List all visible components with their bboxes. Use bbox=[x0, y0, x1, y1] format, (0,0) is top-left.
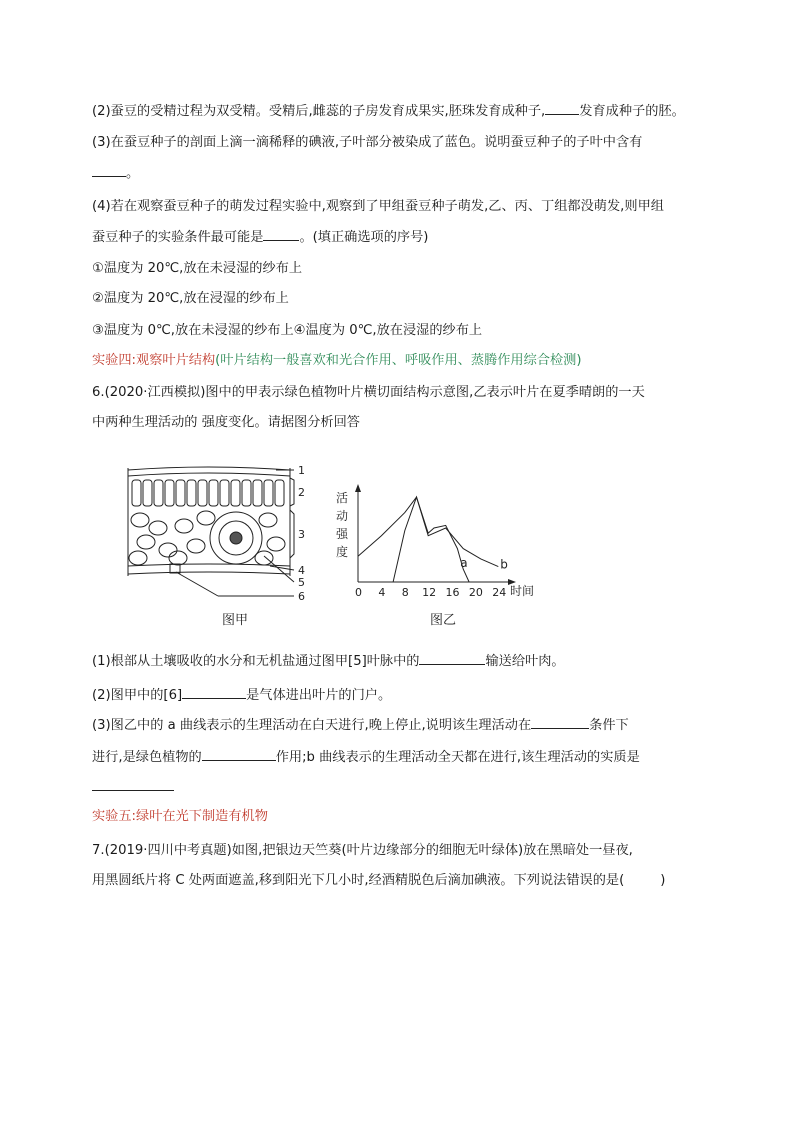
leaf-label-5: 5 bbox=[298, 576, 305, 589]
sub2-line: (2)图甲中的[6] 是气体进出叶片的门户。 bbox=[92, 688, 392, 703]
palisade-layer bbox=[132, 480, 284, 506]
palisade-cell bbox=[242, 480, 251, 506]
caption-yi: 图乙 bbox=[430, 613, 457, 628]
q3-line2: 。 bbox=[92, 164, 139, 183]
q7-line1: 7.(2019·四川中考真题)如图,把银边天竺葵(叶片边缘部分的细胞无叶绿体)放在黑暗处一昼夜, bbox=[92, 843, 633, 858]
series-lines bbox=[358, 497, 508, 582]
series-line-a bbox=[393, 497, 469, 582]
x-tick-label: 8 bbox=[401, 586, 409, 599]
figure-svg bbox=[118, 458, 568, 638]
series-label-a: a bbox=[460, 556, 468, 571]
leaf-cross-section-diagram bbox=[128, 467, 294, 596]
spongy-cell bbox=[129, 551, 147, 565]
palisade-cell bbox=[264, 480, 273, 506]
sub1-answer-blank[interactable] bbox=[419, 652, 485, 665]
spongy-cell bbox=[267, 537, 285, 551]
palisade-cell bbox=[209, 480, 218, 506]
experiment-4-note: (叶片结构一般喜欢和光合作用、呼吸作用、蒸腾作用综合检测) bbox=[215, 353, 582, 368]
q7-line2: 用黑圆纸片将 C 处两面遮盖,移到阳光下几小时,经酒精脱色后滴加碘液。下列说法错误的是( ) bbox=[92, 873, 666, 888]
q4-option-3-4: ③温度为 0℃,放在未浸湿的纱布上④温度为 0℃,放在浸湿的纱布上 bbox=[92, 323, 483, 338]
sub3-answer-blank-1[interactable] bbox=[531, 716, 589, 729]
sub3-line2: 进行,是绿色植物的 作用;b 曲线表示的生理活动全天都在进行,该生理活动的实质是 bbox=[92, 750, 640, 765]
palisade-cell bbox=[176, 480, 185, 506]
y-label-char-4: 度 bbox=[336, 545, 349, 559]
palisade-cell bbox=[187, 480, 196, 506]
palisade-cell bbox=[220, 480, 229, 506]
palisade-cell bbox=[154, 480, 163, 506]
q4-line2: 蚕豆种子的实验条件最可能是 。(填正确选项的序号) bbox=[92, 230, 429, 245]
leaf-label-4: 4 bbox=[298, 564, 305, 577]
q4-line1: (4)若在观察蚕豆种子的萌发过程实验中,观察到了甲组蚕豆种子萌发,乙、丙、丁组都没萌发,则甲组 bbox=[92, 199, 664, 214]
caption-jia: 图甲 bbox=[222, 613, 249, 628]
leaf-label-1: 1 bbox=[298, 464, 305, 477]
leaf-label-2: 2 bbox=[298, 486, 305, 499]
q6-line1: 6.(2020·江西模拟)图中的甲表示绿色植物叶片横切面结构示意图,乙表示叶片在夏季晴朗的一天 bbox=[92, 385, 645, 400]
spongy-cell bbox=[169, 551, 187, 565]
palisade-cell bbox=[253, 480, 262, 506]
spongy-cell bbox=[197, 511, 215, 525]
vein-core bbox=[230, 532, 242, 544]
spongy-cell bbox=[187, 539, 205, 553]
spongy-cell bbox=[149, 521, 167, 535]
q3-answer-blank[interactable] bbox=[92, 164, 126, 177]
q4-option-2: ②温度为 20℃,放在浸湿的纱布上 bbox=[92, 291, 289, 306]
q6-line2: 中两种生理活动的 强度变化。请据图分析回答 bbox=[92, 415, 360, 430]
palisade-cell bbox=[143, 480, 152, 506]
experiment-5-title: 实验五:绿叶在光下制造有机物 bbox=[92, 809, 268, 824]
leaf-label-3: 3 bbox=[298, 528, 305, 541]
sub1-line: (1)根部从土壤吸收的水分和无机盐通过图甲[5]叶脉中的 输送给叶肉。 bbox=[92, 654, 565, 669]
q3-line1: (3)在蚕豆种子的剖面上滴一滴稀释的碘液,子叶部分被染成了蓝色。说明蚕豆种子的子叶中含有 bbox=[92, 135, 643, 150]
palisade-cell bbox=[231, 480, 240, 506]
x-ticks bbox=[355, 586, 506, 599]
sub3-line1: (3)图乙中的 a 曲线表示的生理活动在白天进行,晚上停止,说明该生理活动在 条件下 bbox=[92, 718, 629, 733]
x-tick-label: 24 bbox=[492, 586, 507, 599]
spongy-cell bbox=[131, 513, 149, 527]
spongy-cell bbox=[159, 543, 177, 557]
x-tick-label: 0 bbox=[355, 586, 362, 599]
x-tick-label: 4 bbox=[378, 586, 386, 599]
q4-answer-blank[interactable] bbox=[263, 228, 299, 241]
q4-option-1: ①温度为 20℃,放在未浸湿的纱布上 bbox=[92, 261, 303, 276]
spongy-cell bbox=[259, 513, 277, 527]
sub3-line3 bbox=[92, 778, 174, 797]
sub3-answer-blank-3[interactable] bbox=[92, 778, 174, 791]
experiment-4-title: 实验四:观察叶片结构 bbox=[92, 353, 216, 368]
figure-area bbox=[118, 458, 568, 638]
activity-chart bbox=[336, 484, 534, 599]
palisade-cell bbox=[165, 480, 174, 506]
x-tick-label: 16 bbox=[445, 586, 460, 599]
y-label-char-2: 动 bbox=[336, 509, 349, 523]
palisade-cell bbox=[198, 480, 207, 506]
x-tick-label: 12 bbox=[422, 586, 437, 599]
palisade-cell bbox=[275, 480, 284, 506]
q2-answer-blank[interactable] bbox=[545, 102, 579, 115]
leaf-part-labels bbox=[298, 464, 305, 603]
experiment-4-heading bbox=[92, 352, 582, 370]
series-label-b: b bbox=[500, 557, 508, 572]
q2-line: (2)蚕豆的受精过程为双受精。受精后,雌蕊的子房发育成果实,胚珠发育成种子, 发育成种子的胚。 bbox=[92, 104, 685, 119]
spongy-cell bbox=[175, 519, 193, 533]
spongy-cell bbox=[137, 535, 155, 549]
leaf-label-6: 6 bbox=[298, 590, 305, 603]
sub3-answer-blank-2[interactable] bbox=[202, 748, 276, 761]
x-axis-label: 时间 bbox=[510, 584, 535, 598]
y-axis-arrow bbox=[355, 484, 361, 492]
x-tick-label: 20 bbox=[468, 586, 483, 599]
y-label-char-3: 强 bbox=[336, 527, 349, 541]
sub2-answer-blank[interactable] bbox=[182, 686, 246, 699]
y-label-char-1: 活 bbox=[336, 491, 349, 505]
palisade-cell bbox=[132, 480, 141, 506]
